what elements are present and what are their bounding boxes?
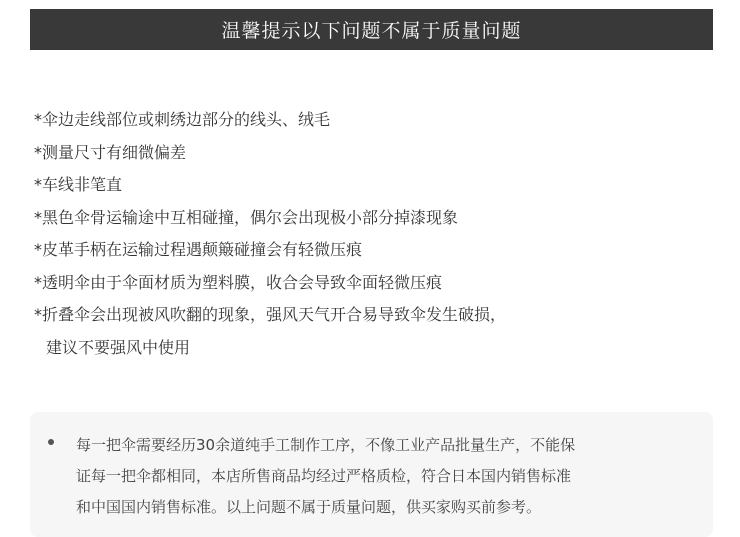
notice-item: *伞边走线部位或刺绣边部分的线头、绒毛 (34, 110, 331, 129)
notice-title-bar (30, 9, 713, 50)
notice-item: *车线非笔直 (34, 175, 123, 194)
notice-item: *折叠伞会出现被风吹翻的现象，强风天气开合易导致伞发生破损， (34, 305, 507, 324)
footer-note-line: 每一把伞需要经历30余道纯手工制作工序，不像工业产品批量生产，不能保 (76, 436, 576, 454)
notice-list (34, 104, 724, 364)
footer-note-box (30, 412, 713, 537)
notice-item: *测量尺寸有细微偏差 (34, 142, 187, 162)
notice-title: 温馨提示以下问题不属于质量问题 (221, 20, 522, 42)
notice-item: *黑色伞骨运输途中互相碰撞，偶尔会出现极小部分掉漆现象 (34, 207, 459, 227)
footer-note-line: 证每一把伞都相同，本店所售商品均经过严格质检，符合日本国内销售标准 (76, 467, 572, 485)
notice-item: *透明伞由于伞面材质为塑料膜，收合会导致伞面轻微压痕 (34, 272, 443, 292)
footer-note-line: 和中国国内销售标准。以上问题不属于质量问题，供买家购买前参考。 (76, 498, 542, 516)
bullet-dot-icon (48, 439, 54, 445)
notice-item-continuation (34, 332, 724, 365)
notice-item: *皮革手柄在运输过程遇颠簸碰撞会有轻微压痕 (34, 240, 363, 259)
footer-note-text (76, 430, 700, 523)
notice-continuation-text: 建议不要强风中使用 (46, 337, 191, 357)
